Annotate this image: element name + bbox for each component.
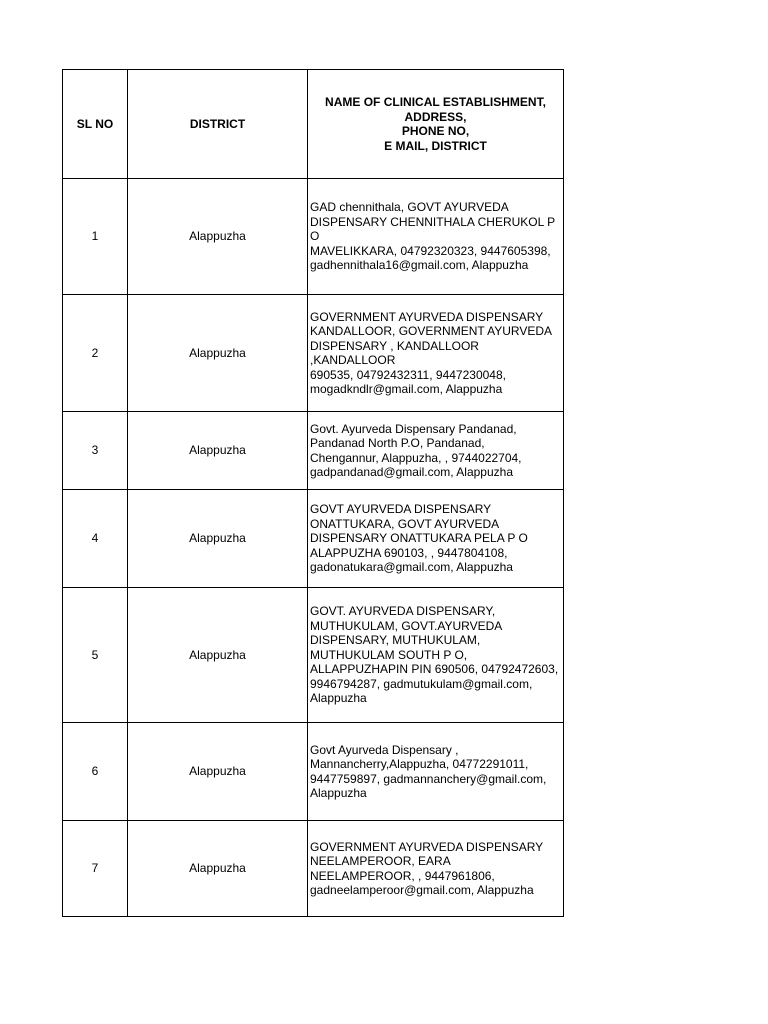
cell-establishment: Govt Ayurveda Dispensary , Mannancherry,Alappuzha, 04772291011, 9447759897, gadmannanchery@gmail.com, Alappuzha bbox=[308, 723, 564, 821]
header-sl-no: SL NO bbox=[63, 70, 128, 179]
table-row bbox=[63, 723, 564, 821]
cell-sl-no: 2 bbox=[63, 295, 128, 412]
table-row bbox=[63, 490, 564, 588]
cell-sl-no: 1 bbox=[63, 179, 128, 295]
establishment-table-container bbox=[62, 69, 563, 917]
cell-sl-no: 4 bbox=[63, 490, 128, 588]
cell-establishment: GOVERNMENT AYURVEDA DISPENSARY KANDALLOOR, GOVERNMENT AYURVEDA DISPENSARY , KANDALLOOR ,KANDALLOOR 690535, 04792432311, 9447230048, mogadkndlr@gmail.com, Alappuzha bbox=[308, 295, 564, 412]
cell-district: Alappuzha bbox=[128, 179, 308, 295]
cell-district: Alappuzha bbox=[128, 412, 308, 490]
cell-district: Alappuzha bbox=[128, 723, 308, 821]
table-header-row bbox=[63, 70, 564, 179]
cell-district: Alappuzha bbox=[128, 490, 308, 588]
cell-sl-no: 7 bbox=[63, 821, 128, 917]
cell-sl-no: 5 bbox=[63, 588, 128, 723]
table-row bbox=[63, 412, 564, 490]
table-row bbox=[63, 588, 564, 723]
cell-sl-no: 6 bbox=[63, 723, 128, 821]
cell-district: Alappuzha bbox=[128, 295, 308, 412]
cell-district: Alappuzha bbox=[128, 821, 308, 917]
cell-establishment: GOVT. AYURVEDA DISPENSARY, MUTHUKULAM, GOVT.AYURVEDA DISPENSARY, MUTHUKULAM, MUTHUKULAM SOUTH P O, ALLAPPUZHAPIN PIN 690506, 04792472603, 9946794287, gadmutukulam@gmail.com, Alappuzha bbox=[308, 588, 564, 723]
table-row bbox=[63, 295, 564, 412]
table-row bbox=[63, 179, 564, 295]
cell-establishment: GOVT AYURVEDA DISPENSARY ONATTUKARA, GOVT AYURVEDA DISPENSARY ONATTUKARA PELA P O ALAPPUZHA 690103, , 9447804108, gadonatukara@gmail.com, Alappuzha bbox=[308, 490, 564, 588]
header-district: DISTRICT bbox=[128, 70, 308, 179]
cell-district: Alappuzha bbox=[128, 588, 308, 723]
header-establishment: NAME OF CLINICAL ESTABLISHMENT, ADDRESS, PHONE NO, E MAIL, DISTRICT bbox=[308, 70, 564, 179]
cell-sl-no: 3 bbox=[63, 412, 128, 490]
establishment-table bbox=[62, 69, 564, 917]
cell-establishment: Govt. Ayurveda Dispensary Pandanad, Pandanad North P.O, Pandanad, Chengannur, Alappuzha, , 9744022704, gadpandanad@gmail.com, Alappuzha bbox=[308, 412, 564, 490]
cell-establishment: GAD chennithala, GOVT AYURVEDA DISPENSARY CHENNITHALA CHERUKOL P O MAVELIKKARA, 04792320323, 9447605398, gadhennithala16@gmail.com, Alappuzha bbox=[308, 179, 564, 295]
table-row bbox=[63, 821, 564, 917]
cell-establishment: GOVERNMENT AYURVEDA DISPENSARY NEELAMPEROOR, EARA NEELAMPEROOR, , 9447961806, gadneelamperoor@gmail.com, Alappuzha bbox=[308, 821, 564, 917]
